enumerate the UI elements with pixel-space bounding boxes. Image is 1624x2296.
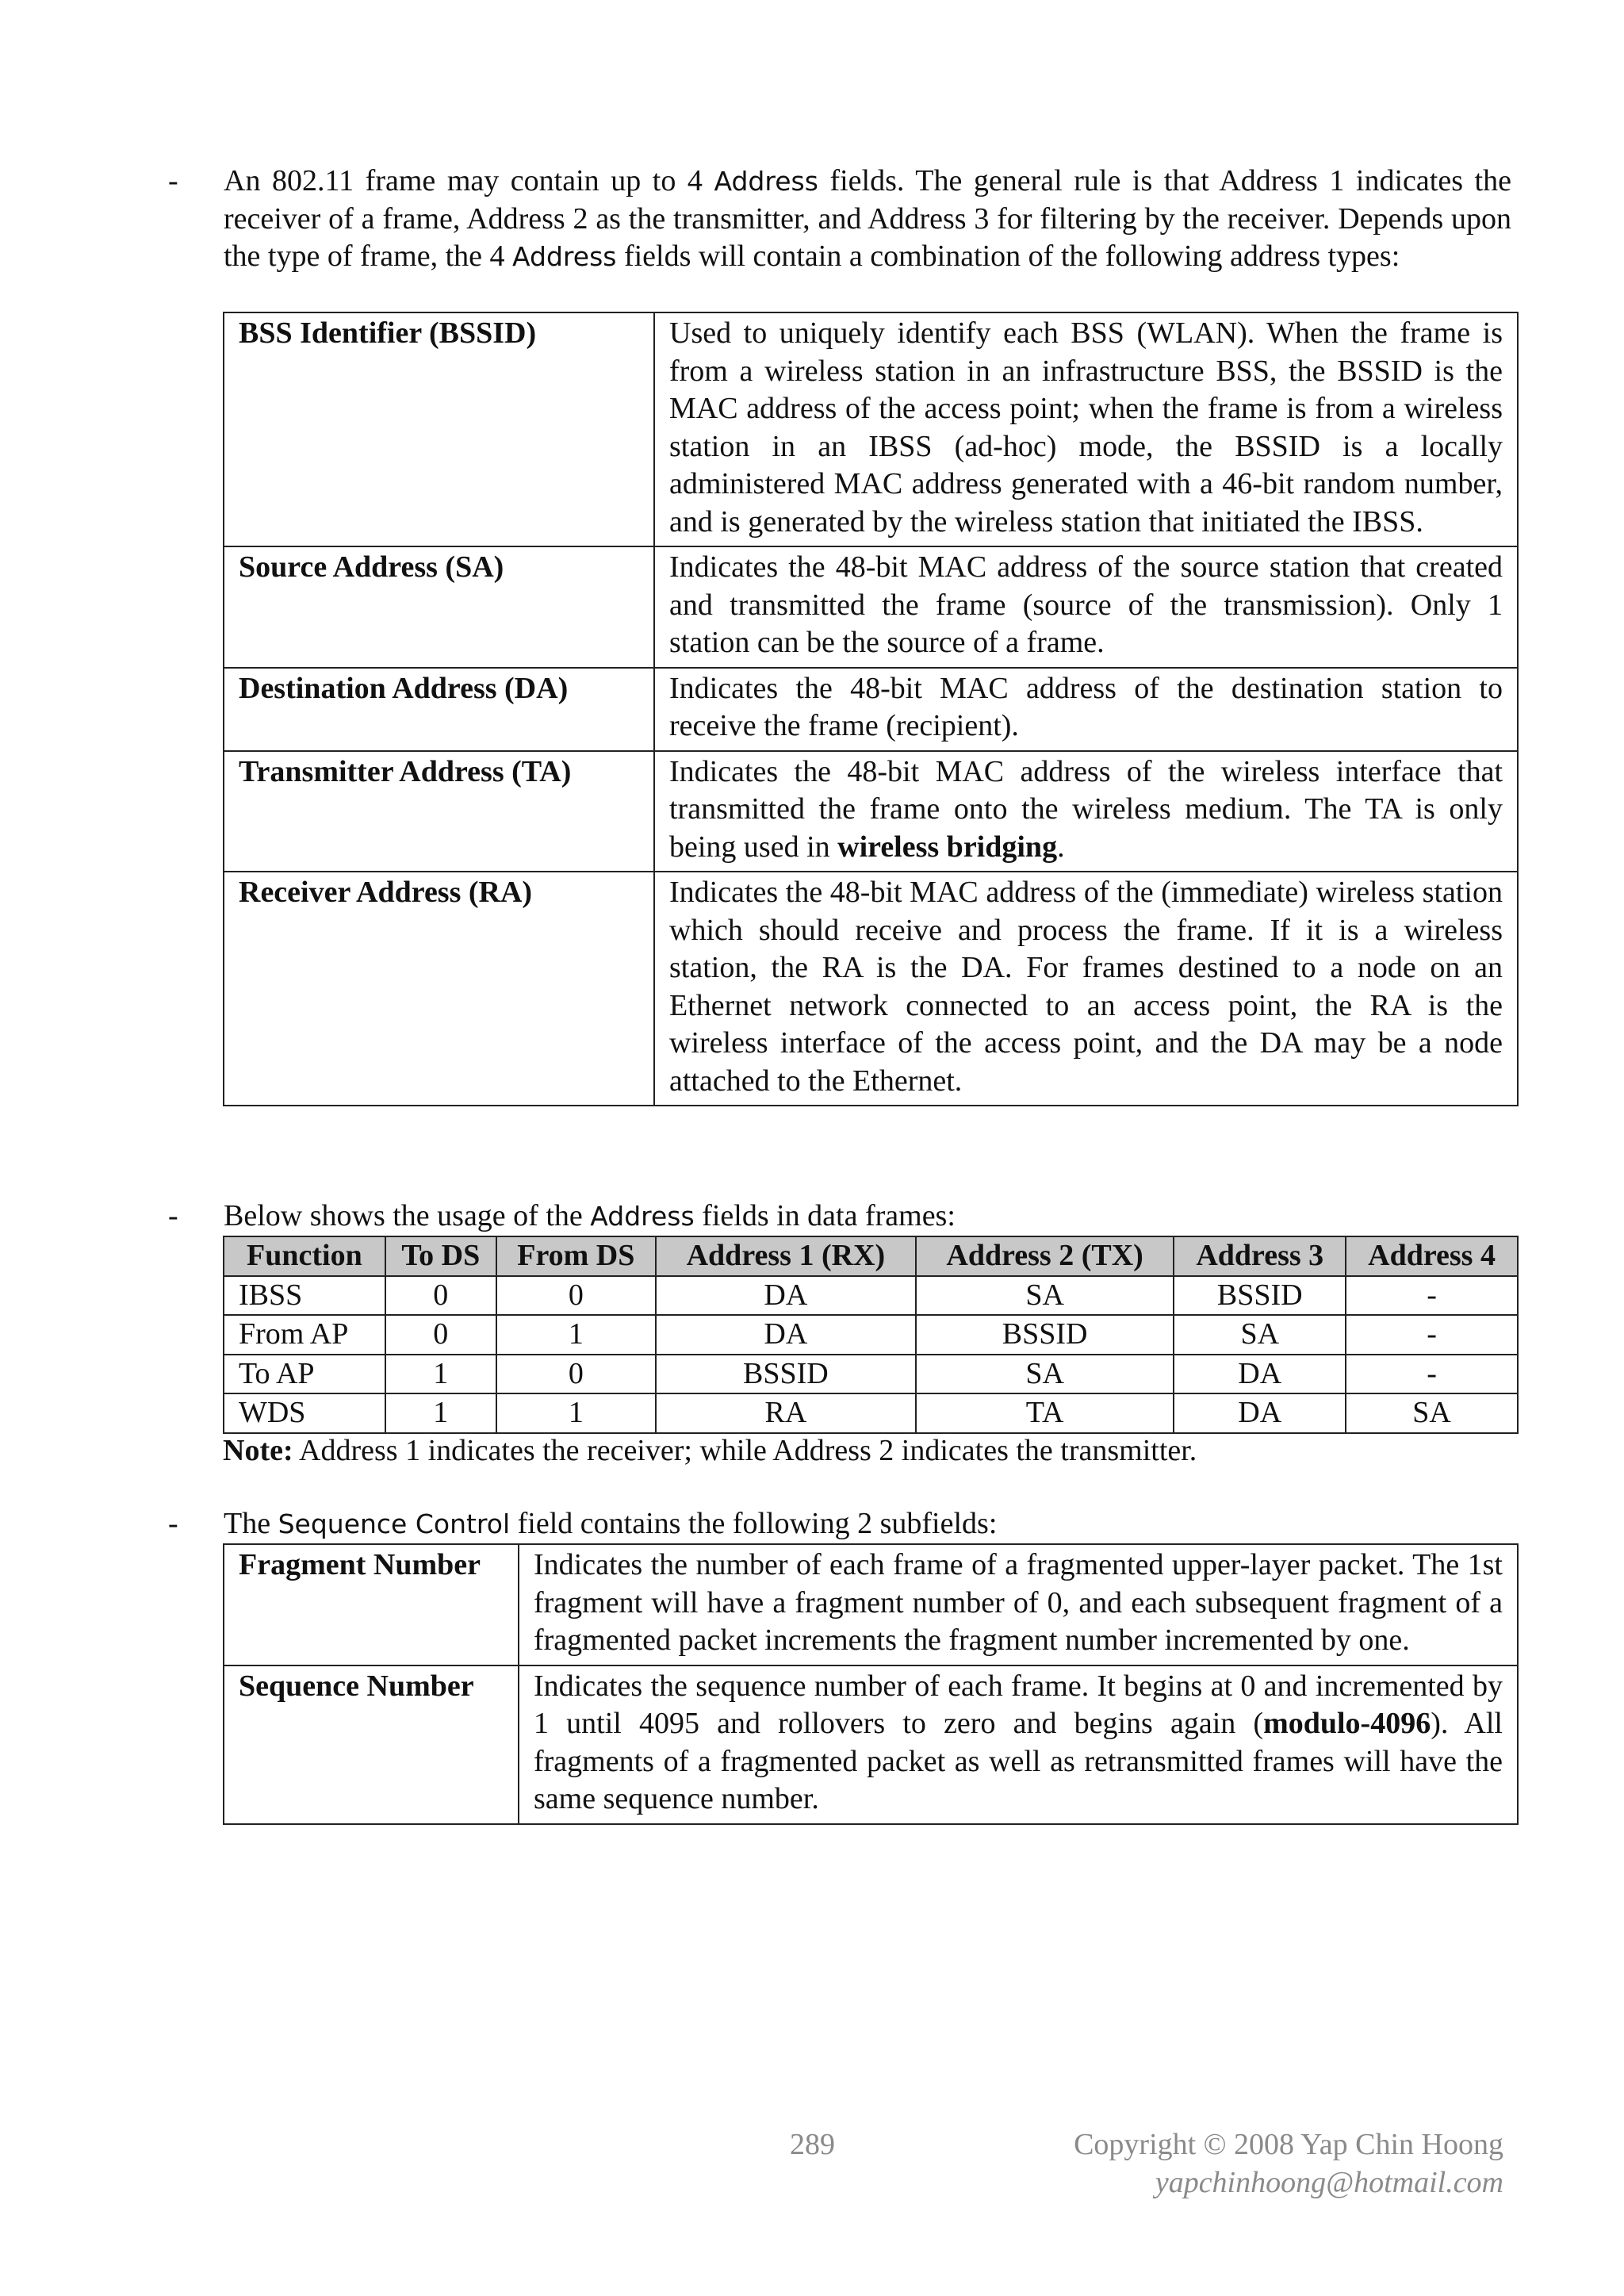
table-row — [224, 1276, 1518, 1316]
table-cell: BSSID — [656, 1355, 916, 1394]
column-header: Address 4 — [1346, 1236, 1518, 1276]
bold-term: modulo-4096 — [1263, 1707, 1431, 1740]
text-run: An 802.11 frame may contain up to 4 — [224, 164, 714, 197]
column-header: Address 2 (TX) — [916, 1236, 1174, 1276]
table-row — [224, 1315, 1518, 1355]
table-cell: BSSID — [916, 1315, 1174, 1355]
note-label: Note: — [223, 1434, 293, 1467]
term-cell: Receiver Address (RA) — [224, 872, 654, 1106]
table-note — [223, 1432, 1197, 1470]
table-cell: 0 — [496, 1276, 656, 1316]
bullet-dash: - — [168, 164, 178, 197]
table-cell: IBSS — [224, 1276, 385, 1316]
text-run: Below shows the usage of the — [224, 1199, 591, 1232]
table-cell: 0 — [496, 1355, 656, 1394]
bullet-dash: - — [168, 1199, 178, 1232]
text-run: The — [224, 1507, 278, 1540]
text-run: ). All fragments of a fragmented packet as well as retransmitted frames will have the same sequence number. — [534, 1707, 1503, 1815]
table-row — [224, 751, 1518, 872]
term-cell: BSS Identifier (BSSID) — [224, 312, 654, 546]
description-cell — [519, 1665, 1518, 1824]
table-cell: DA — [656, 1276, 916, 1316]
term-cell: Source Address (SA) — [224, 546, 654, 668]
address-types-table — [223, 312, 1519, 1106]
description-cell: Indicates the 48-bit MAC address of the source station that created and transmitted the frame (source of the transmission). Only 1 station can be the source of a frame. — [654, 546, 1518, 668]
description-cell: Used to uniquely identify each BSS (WLAN). When the frame is from a wireless station in an infrastructure BSS, the BSSID is the MAC address of the access point; when the frame is from a wireless station in an IBSS (ad-hoc) mode, the BSSID is a locally administered MAC address generated with a 46-bit random number, and is generated by the wireless station that initiated the IBSS. — [654, 312, 1518, 546]
table-cell: BSSID — [1174, 1276, 1346, 1316]
table-header-row — [224, 1236, 1518, 1276]
bullet-dash: - — [168, 1507, 178, 1540]
description-cell — [654, 751, 1518, 872]
code-term: Sequence Control — [278, 1508, 511, 1539]
table-row — [224, 668, 1518, 751]
column-header: Address 1 (RX) — [656, 1236, 916, 1276]
table-row — [224, 1544, 1518, 1665]
table-cell: DA — [1174, 1393, 1346, 1433]
table-cell: SA — [1174, 1315, 1346, 1355]
copyright-notice: Copyright © 2008 Yap Chin Hoong — [1074, 2128, 1503, 2161]
table-cell: SA — [916, 1355, 1174, 1394]
table-cell: 1 — [496, 1315, 656, 1355]
text-run: field contains the following 2 subfields: — [510, 1507, 998, 1540]
address-usage-table — [223, 1236, 1519, 1434]
bold-term: wireless bridging — [837, 830, 1058, 864]
table-cell: From AP — [224, 1315, 385, 1355]
sequence-control-table — [223, 1543, 1519, 1825]
code-term: Address — [590, 1201, 695, 1232]
table-row — [224, 872, 1518, 1106]
term-cell: Transmitter Address (TA) — [224, 751, 654, 872]
bullet-text — [224, 163, 1511, 276]
term-cell: Destination Address (DA) — [224, 668, 654, 751]
description-cell: Indicates the number of each frame of a fragmented upper-layer packet. The 1st fragment will have a fragment number of 0, and each subsequent fragment of a fragmented packet increments the fragment number incremented by one. — [519, 1544, 1518, 1665]
code-term: Address — [512, 241, 617, 272]
text-run: fields will contain a combination of the following address types: — [616, 240, 1400, 273]
text-run: fields. The general rule is that Address 1 indicates the receiver of a frame, Address 2 as the transmitter, and Address 3 for filtering by the receiver. Depends upon the type of frame, the 4 — [224, 164, 1511, 273]
table-row — [224, 546, 1518, 668]
table-cell: WDS — [224, 1393, 385, 1433]
table-cell: 0 — [385, 1315, 496, 1355]
table-cell: To AP — [224, 1355, 385, 1394]
code-term: Address — [714, 166, 818, 197]
bullet-text — [224, 1505, 1511, 1543]
table-cell: RA — [656, 1393, 916, 1433]
text-run: Indicates the 48-bit MAC address of the wireless interface that transmitted the frame onto the wireless medium. The TA is only being used in — [669, 754, 1503, 864]
description-cell: Indicates the 48-bit MAC address of the (immediate) wireless station which should receive and process the frame. If it is a wireless station, the RA is the DA. For frames destined to a node on an Ethernet network connected to an access point, the RA is the wireless interface of the access point, and the DA may be a node attached to the Ethernet. — [654, 872, 1518, 1106]
table-cell: SA — [916, 1276, 1174, 1316]
table-cell: 0 — [385, 1276, 496, 1316]
table-cell: TA — [916, 1393, 1174, 1433]
term-cell: Fragment Number — [224, 1544, 519, 1665]
table-cell: 1 — [385, 1393, 496, 1433]
table-row — [224, 1665, 1518, 1824]
bullet-text — [224, 1198, 1511, 1236]
table-cell: 1 — [496, 1393, 656, 1433]
column-header: To DS — [385, 1236, 496, 1276]
table-cell: - — [1346, 1355, 1518, 1394]
table-cell: - — [1346, 1276, 1518, 1316]
table-cell: DA — [1174, 1355, 1346, 1394]
column-header: Function — [224, 1236, 385, 1276]
author-email: yapchinhoong@hotmail.com — [1155, 2166, 1503, 2199]
page-number: 289 — [790, 2128, 835, 2161]
term-cell: Sequence Number — [224, 1665, 519, 1824]
text-run: Indicates the sequence number of each frame. It begins at 0 and incremented by 1 until 4095 and rollovers to zero and begins again ( — [534, 1669, 1503, 1740]
text-run: . — [1057, 830, 1065, 864]
table-row — [224, 1393, 1518, 1433]
description-cell: Indicates the 48-bit MAC address of the destination station to receive the frame (recipient). — [654, 668, 1518, 751]
table-cell: 1 — [385, 1355, 496, 1394]
column-header: From DS — [496, 1236, 656, 1276]
table-cell: SA — [1346, 1393, 1518, 1433]
table-cell: - — [1346, 1315, 1518, 1355]
text-run: fields in data frames: — [694, 1199, 956, 1232]
table-row — [224, 1355, 1518, 1394]
note-text: Address 1 indicates the receiver; while Address 2 indicates the transmitter. — [293, 1434, 1197, 1467]
table-cell: DA — [656, 1315, 916, 1355]
table-row — [224, 312, 1518, 546]
column-header: Address 3 — [1174, 1236, 1346, 1276]
